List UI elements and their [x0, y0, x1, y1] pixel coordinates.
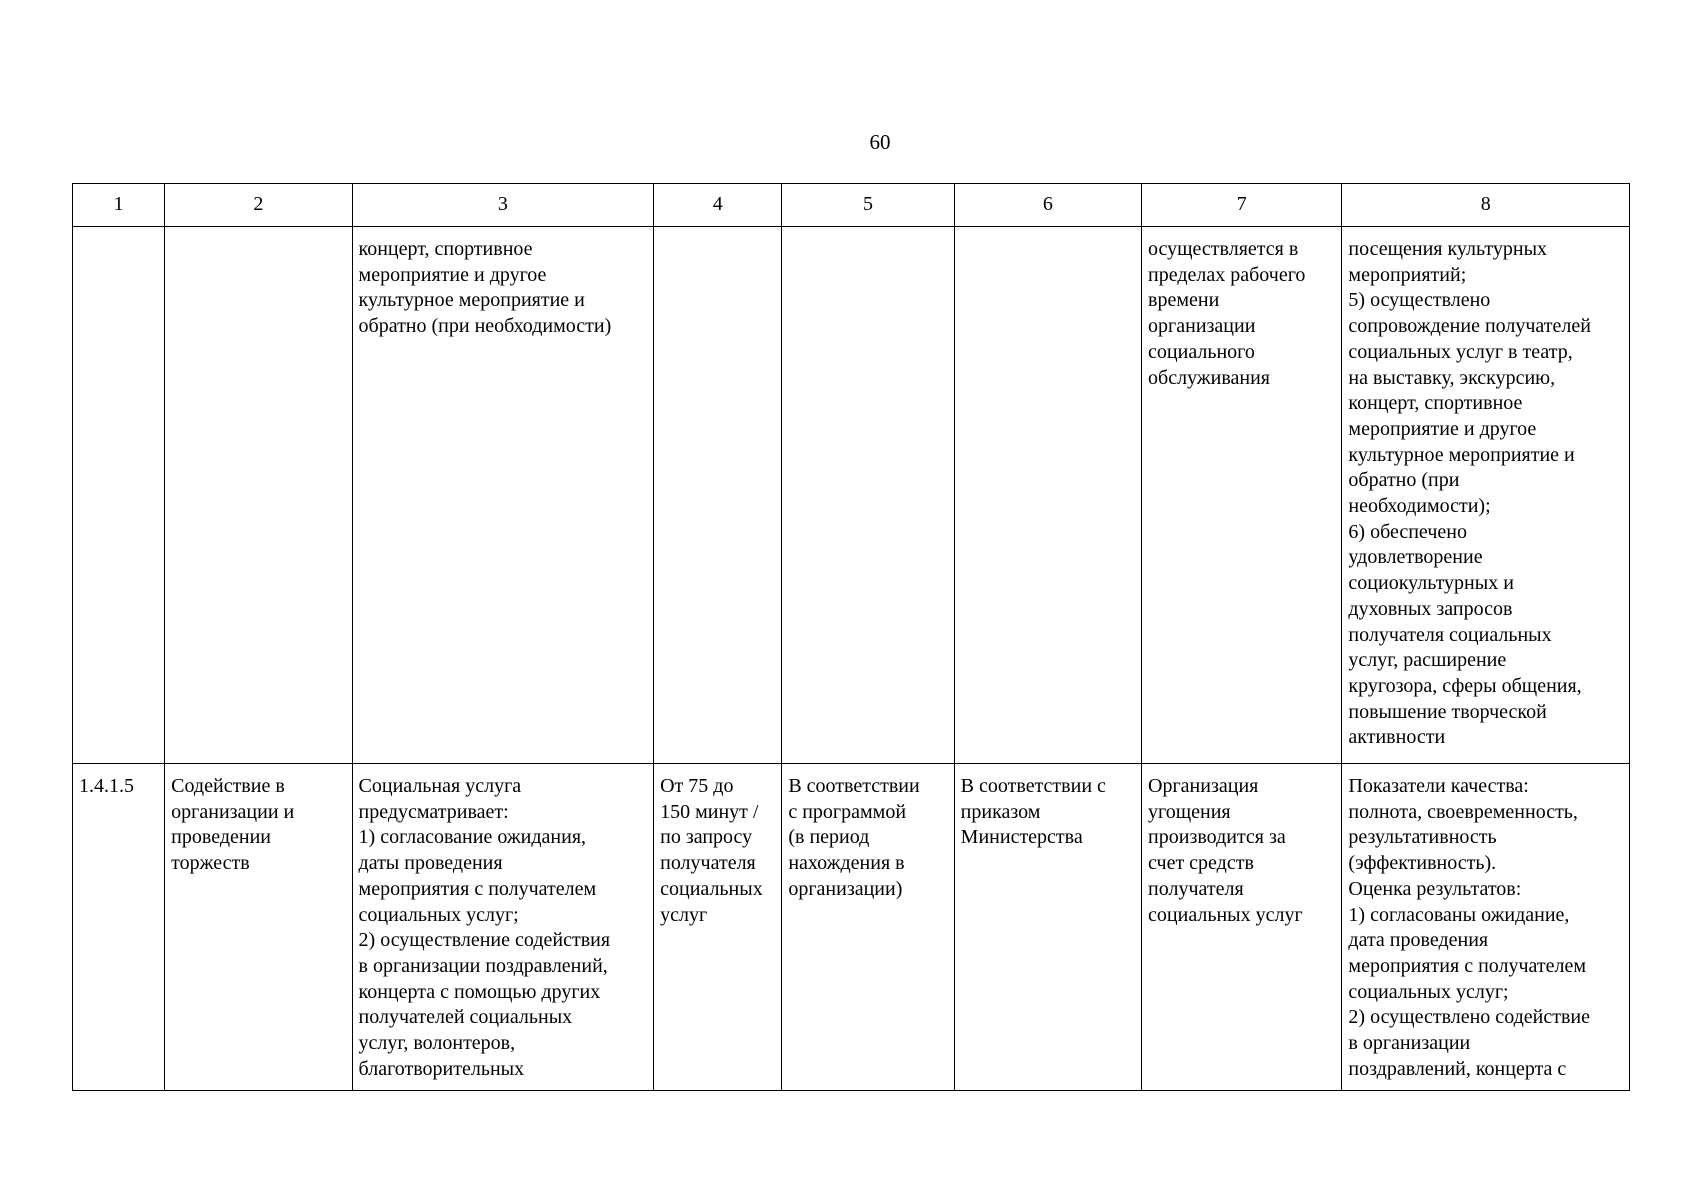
table-cell: Социальная услуга предусматривает: 1) согласование ожидания, даты проведения мероприятия с получателем социальных услуг; 2) осуществление содействия в организации поздравлений, концерта с помощью других получателей социальных услуг, волонтеров, благотворительных	[352, 764, 654, 1091]
table-cell: осуществляется в пределах рабочего времени организации социального обслуживания	[1142, 227, 1342, 764]
table-cell: Организация угощения производится за счет средств получателя социальных услуг	[1142, 764, 1342, 1091]
header-cell: 5	[782, 184, 954, 227]
table-row	[73, 227, 1630, 764]
header-cell: 7	[1142, 184, 1342, 227]
table-cell	[654, 227, 782, 764]
header-cell: 3	[352, 184, 654, 227]
header-cell: 8	[1342, 184, 1630, 227]
header-cell: 2	[165, 184, 352, 227]
page-number: 60	[869, 130, 891, 154]
services-table	[72, 183, 1630, 1091]
table-cell	[73, 227, 165, 764]
table-cell: Показатели качества: полнота, своевременность, результативность (эффективность). Оценка результатов: 1) согласованы ожидание, дата проведения мероприятия с получателем социальных услуг; 2) осуществлено содействие в организации поздравлений, концерта с	[1342, 764, 1630, 1091]
table-cell	[165, 227, 352, 764]
header-cell: 4	[654, 184, 782, 227]
table-cell	[782, 227, 954, 764]
table-cell: В соответствии с программой (в период нахождения в организации)	[782, 764, 954, 1091]
table-cell: 1.4.1.5	[73, 764, 165, 1091]
table-cell: В соответствии с приказом Министерства	[954, 764, 1141, 1091]
table-row	[73, 764, 1630, 1091]
table-cell: посещения культурных мероприятий; 5) осуществлено сопровождение получателей социальных услуг в театр, на выставку, экскурсию, концерт, спортивное мероприятие и другое культурное мероприятие и обратно (при необходимости); 6) обеспечено удовлетворение социокультурных и духовных запросов получателя социальных услуг, расширение кругозора, сферы общения, повышение творческой активности	[1342, 227, 1630, 764]
header-cell: 1	[73, 184, 165, 227]
table-cell: концерт, спортивное мероприятие и другое культурное мероприятие и обратно (при необходимости)	[352, 227, 654, 764]
table-cell	[954, 227, 1141, 764]
table-cell: Содействие в организации и проведении торжеств	[165, 764, 352, 1091]
table-cell: От 75 до 150 минут / по запросу получателя социальных услуг	[654, 764, 782, 1091]
header-cell: 6	[954, 184, 1141, 227]
table-header-row	[73, 184, 1630, 227]
